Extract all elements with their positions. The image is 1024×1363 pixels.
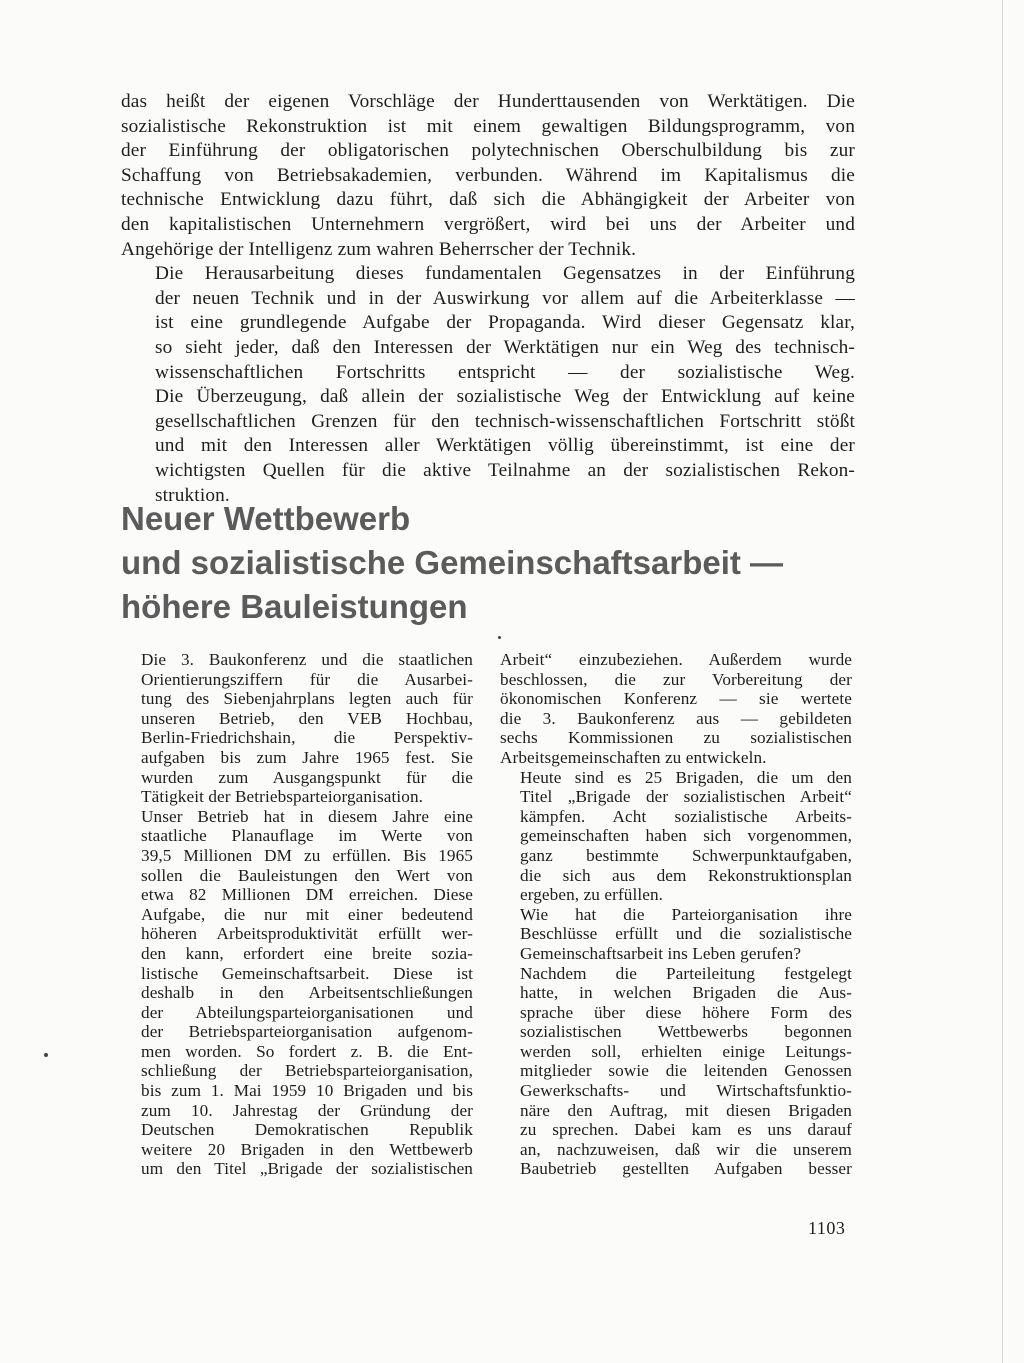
text-line: weitere 20 Brigaden in den Wettbewerb bbox=[141, 1139, 473, 1159]
text-line: werden soll, erhielten einige Leitungs- bbox=[520, 1041, 852, 1061]
section-heading bbox=[121, 497, 821, 629]
paragraph bbox=[121, 807, 473, 1179]
paragraph bbox=[500, 650, 852, 768]
text-line: den kann, erfordert eine breite sozia- bbox=[141, 943, 473, 963]
text-line: schließung der Betriebsparteiorganisation, bbox=[141, 1061, 473, 1081]
text-line: Arbeitsgemeinschaften zu entwickeln. bbox=[500, 747, 767, 767]
text-line: Nachdem die Parteileitung festgelegt bbox=[520, 963, 852, 983]
text-line: aufgaben bis zum Jahre 1965 fest. Sie bbox=[141, 747, 473, 767]
text-line: technische Entwicklung dazu führt, daß sich die Abhängigkeit der Arbeiter von bbox=[121, 189, 855, 211]
text-line: Aufgabe, die nur mit einer bedeutend bbox=[141, 904, 473, 924]
right-column bbox=[500, 650, 852, 1179]
text-line: bis zum 1. Mai 1959 10 Brigaden und bis bbox=[141, 1081, 473, 1101]
text-line: struktion. bbox=[155, 484, 230, 506]
text-line: sozialistischen Wettbewerbs begonnen bbox=[520, 1022, 852, 1042]
paragraph bbox=[500, 964, 852, 1180]
text-line: hatte, in welchen Brigaden die Aus- bbox=[520, 983, 852, 1003]
text-line: ergeben, zu erfüllen. bbox=[520, 885, 664, 905]
top-text-block bbox=[121, 90, 855, 508]
text-line: der Betriebsparteiorganisation aufgenom- bbox=[141, 1022, 473, 1042]
text-line: Berlin-Friedrichshain, die Perspektiv- bbox=[141, 728, 473, 748]
text-line: ganz bestimmte Schwerpunktaufgaben, bbox=[520, 845, 852, 865]
heading-line: und sozialistische Gemeinschaftsarbeit — bbox=[121, 544, 784, 581]
text-line: Beschlüsse erfüllt und die sozialistische bbox=[520, 924, 852, 944]
text-line: 39,5 Millionen DM zu erfüllen. Bis 1965 bbox=[141, 845, 473, 865]
text-line: wissenschaftlichen Fortschritts entspricht — der sozialistische Weg. bbox=[155, 361, 855, 383]
text-line: das heißt der eigenen Vorschläge der Hunderttausenden von Werktätigen. Die bbox=[121, 91, 855, 112]
text-line: Gemeinschaftsarbeit ins Leben gerufen? bbox=[520, 943, 802, 963]
text-line: sprache über diese höhere Form des bbox=[520, 1002, 852, 1022]
page-edge-line bbox=[1002, 0, 1003, 1363]
paragraph bbox=[500, 768, 852, 905]
text-line: um den Titel „Brigade der sozialistischen bbox=[141, 1159, 473, 1179]
text-line: zum 10. Jahrestag der Gründung der bbox=[141, 1100, 473, 1120]
text-line: Heute sind es 25 Brigaden, die um den bbox=[520, 767, 852, 787]
text-line: der Abteilungsparteiorganisationen und bbox=[141, 1002, 473, 1022]
text-line: sollen die Bauleistungen den Wert von bbox=[141, 865, 473, 885]
text-line: gemeinschaften haben sich vorgenommen, bbox=[520, 826, 852, 846]
text-line: beschlossen, die zur Vorbereitung der bbox=[500, 669, 852, 689]
text-line: mitglieder sowie die leitenden Genossen bbox=[520, 1061, 852, 1081]
text-line: Deutschen Demokratischen Republik bbox=[141, 1120, 473, 1140]
left-column bbox=[121, 650, 473, 1179]
text-line: höheren Arbeitsproduktivität erfüllt wer- bbox=[141, 924, 473, 944]
heading-line: Neuer Wettbewerb bbox=[121, 500, 411, 537]
text-line: Gewerkschafts- und Wirtschaftsfunktio- bbox=[520, 1081, 852, 1101]
text-line: den kapitalistischen Unternehmern vergrößert, wird bei uns der Arbeiter und bbox=[121, 213, 855, 235]
page-number: 1103 bbox=[808, 1218, 846, 1238]
text-line: die 3. Baukonferenz aus — gebildeten bbox=[500, 708, 852, 728]
heading-line: höhere Bauleistungen bbox=[121, 588, 468, 625]
text-line: Die Überzeugung, daß allein der sozialistische Weg der Entwicklung auf keine bbox=[155, 386, 855, 408]
text-line: sechs Kommissionen zu sozialistischen bbox=[500, 728, 852, 748]
text-line: gesellschaftlichen Grenzen für den technisch-wissenschaftlichen Fortschritt stößt bbox=[155, 410, 855, 432]
text-line: tung des Siebenjahrplans legten auch für bbox=[141, 689, 473, 709]
text-line: so sieht jeder, daß den Interessen der Werktätigen nur ein Weg des technisch- bbox=[155, 336, 855, 358]
text-line: listische Gemeinschaftsarbeit. Diese ist bbox=[141, 963, 473, 983]
text-line: an, nachzuweisen, daß wir die unserem bbox=[520, 1139, 852, 1159]
text-line: Die 3. Baukonferenz und die staatlichen bbox=[141, 650, 473, 669]
text-line: unseren Betrieb, den VEB Hochbau, bbox=[141, 708, 473, 728]
text-line: Wie hat die Parteiorganisation ihre bbox=[520, 904, 852, 924]
text-line: sozialistische Rekonstruktion ist mit einem gewaltigen Bildungsprogramm, von bbox=[121, 115, 855, 137]
text-line: wurden zum Ausgangspunkt für die bbox=[141, 767, 473, 787]
text-line: ist eine grundlegende Aufgabe der Propaganda. Wird dieser Gegensatz klar, bbox=[155, 312, 855, 334]
text-line: der neuen Technik und in der Auswirkung vor allem auf die Arbeiterklasse — bbox=[155, 287, 855, 309]
text-line: Titel „Brigade der sozialistischen Arbeit“ bbox=[520, 787, 852, 807]
text-line: kämpfen. Acht sozialistische Arbeits- bbox=[520, 806, 852, 826]
text-line: Die Herausarbeitung dieses fundamentalen Gegensatzes in der Einführung bbox=[155, 263, 855, 285]
text-line: Tätigkeit der Betriebsparteiorganisation. bbox=[141, 787, 424, 807]
text-line: Baubetrieb gestellten Aufgaben besser bbox=[520, 1159, 852, 1179]
text-line: Orientierungsziffern für die Ausarbei- bbox=[141, 669, 473, 689]
text-line: zu sprechen. Dabei kam es uns darauf bbox=[520, 1120, 852, 1140]
text-line: der Einführung der obligatorischen polytechnischen Oberschulbildung bis zur bbox=[121, 140, 855, 162]
paragraph bbox=[121, 650, 473, 807]
text-line: Angehörige der Intelligenz zum wahren Beherrscher der Technik. bbox=[121, 238, 637, 260]
text-line: men worden. So fordert z. B. die Ent- bbox=[141, 1041, 473, 1061]
text-line: die sich aus dem Rekonstruktionsplan bbox=[520, 865, 852, 885]
paragraph bbox=[500, 905, 852, 964]
text-line: Arbeit“ einzubeziehen. Außerdem wurde bbox=[500, 650, 852, 669]
paragraph bbox=[121, 262, 855, 508]
text-line: Unser Betrieb hat in diesem Jahre eine bbox=[141, 806, 473, 826]
text-line: Schaffung von Betriebsakademien, verbunden. Während im Kapitalismus die bbox=[121, 164, 855, 186]
text-line: staatliche Planauflage im Werte von bbox=[141, 826, 473, 846]
text-line: und mit den Interessen aller Werktätigen völlig übereinstimmt, ist eine der bbox=[155, 435, 855, 457]
text-line: wichtigsten Quellen für die aktive Teilnahme an der sozialistischen Rekon- bbox=[155, 459, 855, 481]
scan-speck bbox=[44, 1053, 48, 1057]
text-line: etwa 82 Millionen DM erreichen. Diese bbox=[141, 885, 473, 905]
text-line: näre den Auftrag, mit diesen Brigaden bbox=[520, 1100, 852, 1120]
scan-speck bbox=[498, 636, 501, 639]
text-line: deshalb in den Arbeitsentschließungen bbox=[141, 983, 473, 1003]
text-line: ökonomischen Konferenz — sie wertete bbox=[500, 689, 852, 709]
paragraph bbox=[121, 90, 855, 262]
